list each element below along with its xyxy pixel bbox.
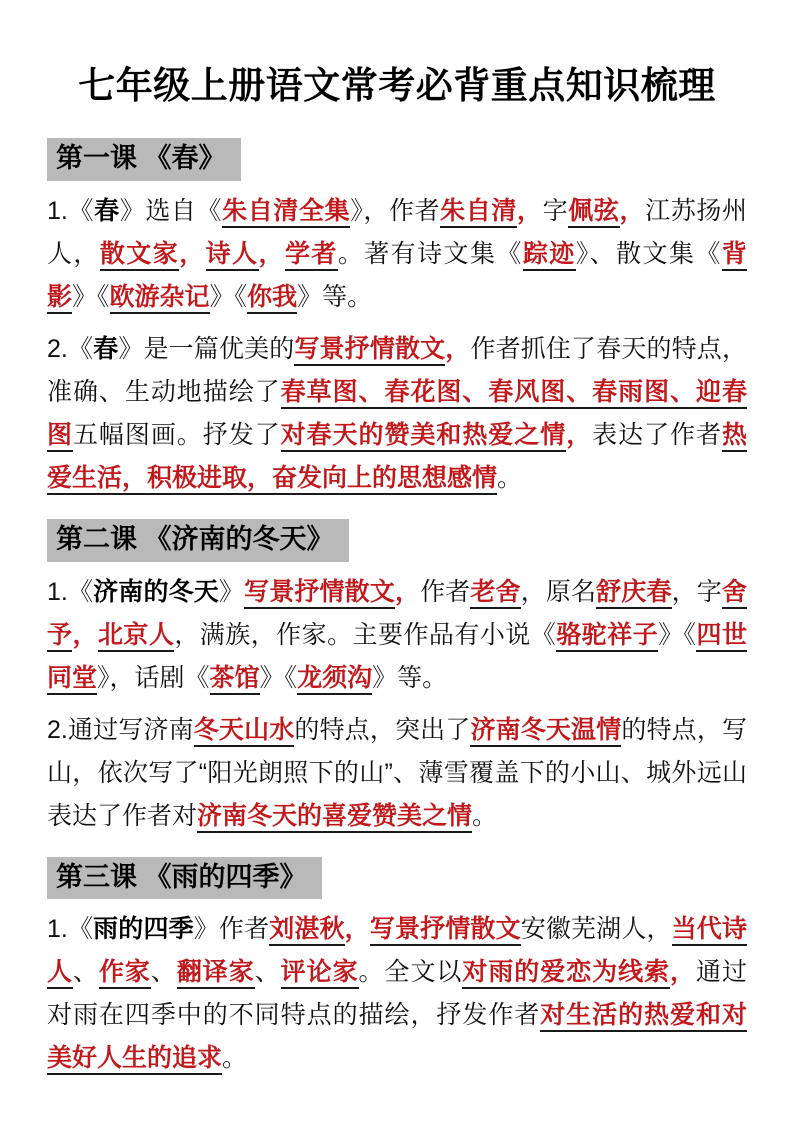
- highlight-red-underline: 济南冬天的喜爱赞美之情: [197, 802, 472, 833]
- plain-text: 。: [222, 1044, 248, 1073]
- plain-text: 》《: [658, 620, 697, 649]
- highlight-red: ，: [517, 196, 543, 225]
- plain-text: 。: [472, 801, 498, 830]
- plain-text: 、: [72, 958, 99, 987]
- highlight-red: ，: [445, 334, 471, 363]
- sections-container: [47, 128, 747, 1080]
- plain-text: 1.《: [47, 915, 94, 944]
- highlight-red-underline: 当代诗人: [47, 915, 747, 989]
- highlight-red-underline: 舍予: [47, 578, 747, 652]
- plain-text: 》作者: [193, 915, 270, 944]
- highlight-red-underline: 评论家: [281, 958, 359, 989]
- lesson-section-3: [47, 847, 747, 1081]
- highlight-red: ，: [179, 239, 206, 268]
- highlight-red: ，: [566, 420, 593, 449]
- highlight-red-underline: 写景抒情散文: [244, 578, 395, 609]
- highlight-red-underline: 老舍: [470, 578, 520, 609]
- highlight-red: ，: [344, 915, 370, 944]
- highlight-red-underline: 踪迹: [523, 240, 576, 271]
- highlight-red-underline: 背影: [47, 240, 747, 314]
- highlight-red-underline: 北京人: [98, 621, 174, 652]
- highlight-red-underline: 散文家: [100, 240, 179, 271]
- plain-text: 》、散文集《: [575, 239, 722, 268]
- highlight-red-underline: 刘湛秋: [269, 915, 344, 946]
- highlight-red-underline: 写景抒情散文: [370, 915, 521, 946]
- plain-text: 》，作者: [350, 196, 441, 225]
- highlight-red: ，: [258, 239, 285, 268]
- plain-text: 》《: [209, 282, 248, 311]
- highlight-red-underline: 对生活的热爱和对美好人生的追求: [47, 1001, 747, 1075]
- highlight-red-underline: 写景抒情散文: [294, 335, 445, 366]
- plain-text: 1.《: [47, 196, 95, 225]
- lesson-header: 第三课 《雨的四季》: [47, 857, 322, 900]
- plain-text: 2.通过写济南: [47, 715, 194, 744]
- highlight-red-underline: 佩弦: [568, 197, 619, 228]
- emphasis-bold: 春: [94, 196, 120, 225]
- highlight-red-underline: 作家: [99, 958, 151, 989]
- lesson-header: 第二课 《济南的冬天》: [47, 519, 349, 562]
- lesson-section-1: [47, 128, 747, 500]
- highlight-red: ，: [394, 577, 421, 606]
- highlight-red-underline: 济南冬天温情: [470, 716, 621, 747]
- plain-text: 》等。: [372, 663, 448, 692]
- highlight-red-underline: 学者: [285, 240, 338, 271]
- lesson-paragraph: [47, 190, 747, 319]
- plain-text: 》: [218, 577, 245, 606]
- plain-text: 。著有诗文集《: [337, 239, 523, 268]
- highlight-red-underline: 对雨的爱恋为线索: [462, 958, 670, 989]
- plain-text: 通过对雨在四季中的不同特点的描绘，抒发作者: [47, 958, 747, 1030]
- plain-text: 作者抓住了春天的特点，准确、生动地描绘了: [47, 334, 747, 406]
- highlight-red-underline: 诗人: [206, 240, 259, 271]
- plain-text: 字: [542, 196, 569, 225]
- plain-text: 安徽芜湖人，: [520, 915, 672, 944]
- plain-text: 的特点，写山，依次写了“阳光朗照下的山”、薄雪覆盖下的小山、城外远山表达了作者对: [47, 715, 747, 830]
- highlight-red-underline: 朱自清全集: [222, 197, 350, 228]
- plain-text: 、: [150, 958, 177, 987]
- highlight-red-underline: 你我: [247, 283, 297, 314]
- plain-text: 。全文以: [358, 958, 463, 987]
- plain-text: 2.《: [47, 334, 94, 363]
- plain-text: 江苏扬州人，: [47, 196, 747, 268]
- plain-text: 》《: [259, 663, 298, 692]
- highlight-red: ，: [670, 958, 696, 987]
- plain-text: 》《: [72, 282, 110, 311]
- highlight-red-underline: 龙须沟: [297, 664, 372, 695]
- highlight-red-underline: 冬天山水: [194, 716, 295, 747]
- highlight-red-underline: 欧游杂记: [110, 283, 210, 314]
- plain-text: 、: [254, 958, 281, 987]
- highlight-red-underline: 舒庆春: [596, 578, 671, 609]
- plain-text: 》是一篇优美的: [118, 334, 295, 363]
- lesson-paragraph: [47, 571, 747, 700]
- emphasis-bold: 雨的四季: [93, 915, 194, 944]
- emphasis-bold: 济南的冬天: [93, 577, 219, 606]
- plain-text: ，满族，作家。主要作品有小说《: [174, 620, 557, 649]
- plain-text: 1.《: [47, 577, 94, 606]
- highlight-red-underline: 翻译家: [177, 958, 255, 989]
- highlight-red-underline: 四世同堂: [47, 621, 747, 695]
- lesson-section-2: [47, 509, 747, 838]
- highlight-red-underline: 茶馆: [210, 664, 260, 695]
- plain-text: 作者: [420, 577, 471, 606]
- highlight-red-underline: 热爱生活，积极进取，奋发向上的思想感情: [47, 421, 747, 495]
- emphasis-bold: 春: [93, 334, 119, 363]
- highlight-red: ，: [72, 620, 98, 649]
- lesson-paragraph: [47, 908, 747, 1080]
- highlight-red-underline: 朱自清: [440, 197, 517, 228]
- plain-text: 的特点，突出了: [294, 715, 471, 744]
- highlight-red-underline: 骆驼祥子: [556, 621, 658, 652]
- lesson-paragraph: [47, 709, 747, 838]
- plain-text: 五幅图画。抒发了: [72, 420, 281, 449]
- document-title: 七年级上册语文常考必背重点知识梳理: [78, 65, 716, 106]
- plain-text: 》等。: [297, 282, 373, 311]
- lesson-paragraph: [47, 328, 747, 500]
- lesson-header: 第一课 《春》: [47, 138, 241, 181]
- plain-text: 。: [497, 463, 523, 492]
- highlight-red-underline: 春草图、春花图、春风图、春雨图、迎春图: [47, 378, 747, 452]
- plain-text: 》，话剧《: [97, 663, 210, 692]
- plain-text: ，原名: [520, 577, 597, 606]
- plain-text: ，字: [671, 577, 722, 606]
- plain-text: 表达了作者: [592, 420, 722, 449]
- highlight-red: ，: [619, 196, 646, 225]
- highlight-red-underline: 对春天的赞美和热爱之情: [281, 421, 567, 452]
- plain-text: 》选自《: [119, 196, 223, 225]
